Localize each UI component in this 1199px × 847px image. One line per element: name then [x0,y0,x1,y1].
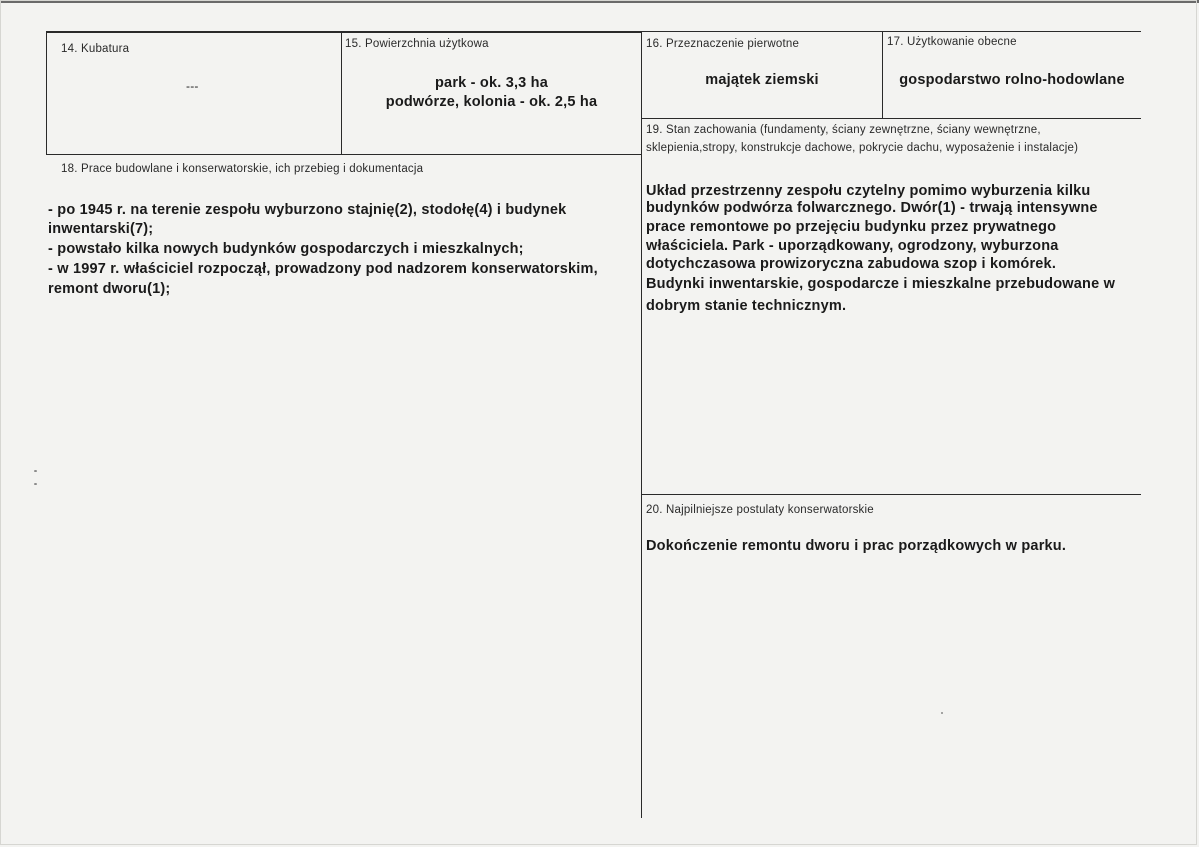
field-14-label: 14. Kubatura [61,43,130,55]
grid-line-above-20 [641,494,1141,495]
field-19-label-line-2: sklepienia,stropy, konstrukcje dachowe, pokrycie dachu, wyposażenie i instalacje) [646,142,1079,154]
field-19-line-5: dotychczasowa prowizoryczna zabudowa szop i komórek. [646,256,1057,272]
scan-speck [34,483,37,485]
scan-speck [34,470,37,472]
grid-top-line-left-accent [46,32,641,33]
field-19-line-6: Budynki inwentarskie, gospodarcze i mieszkalne przebudowane w [646,276,1116,292]
field-19-line-3: prace remontowe po przejęciu budynku przez prywatnego [646,219,1057,235]
field-19-line-4: właściciela. Park - uporządkowany, ogrodzony, wyburzona [646,238,1059,254]
grid-line-under-16-17 [641,118,1141,119]
field-16-value: majątek ziemski [705,72,819,88]
grid-line-under-14-15 [46,154,642,155]
field-19-label-line-1: 19. Stan zachowania (fundamenty, ściany zewnętrzne, ściany wewnętrzne, [646,124,1041,136]
field-15-line-1: park - ok. 3,3 ha [435,75,548,91]
scan-speck [941,712,943,714]
grid-line-14-15 [341,32,342,154]
field-20-value: Dokończenie remontu dworu i prac porządkowych w parku. [646,538,1067,554]
field-19-line-2: budynków podwórza folwarcznego. Dwór(1) - trwają intensywne [646,200,1098,216]
field-18-label: 18. Prace budowlane i konserwatorskie, ich przebieg i dokumentacja [61,163,424,175]
grid-center-line [641,31,642,818]
field-20-label: 20. Najpilniejsze postulaty konserwatorskie [646,504,874,516]
field-15-line-2: podwórze, kolonia - ok. 2,5 ha [385,94,598,110]
field-19-line-1: Układ przestrzenny zespołu czytelny pomimo wyburzenia kilku [646,183,1091,199]
field-14-value: --- [186,79,199,93]
field-18-line-3: - powstało kilka nowych budynków gospodarczych i mieszkalnych; [48,241,524,257]
field-18-line-2: inwentarski(7); [48,221,154,237]
field-17-label: 17. Użytkowanie obecne [887,36,1017,48]
field-18-line-1: - po 1945 r. na terenie zespołu wyburzono stajnię(2), stodołę(4) i budynek [48,202,567,218]
field-19-line-7: dobrym stanie technicznym. [646,298,847,314]
grid-left-line [46,31,47,155]
field-15-label: 15. Powierzchnia użytkowa [345,38,489,50]
field-18-line-5: remont dworu(1); [48,281,171,297]
field-17-value: gospodarstwo rolno-hodowlane [899,72,1125,88]
field-18-line-4: - w 1997 r. właściciel rozpoczął, prowadzony pod nadzorem konserwatorskim, [48,261,598,277]
field-16-label: 16. Przeznaczenie pierwotne [646,38,800,50]
